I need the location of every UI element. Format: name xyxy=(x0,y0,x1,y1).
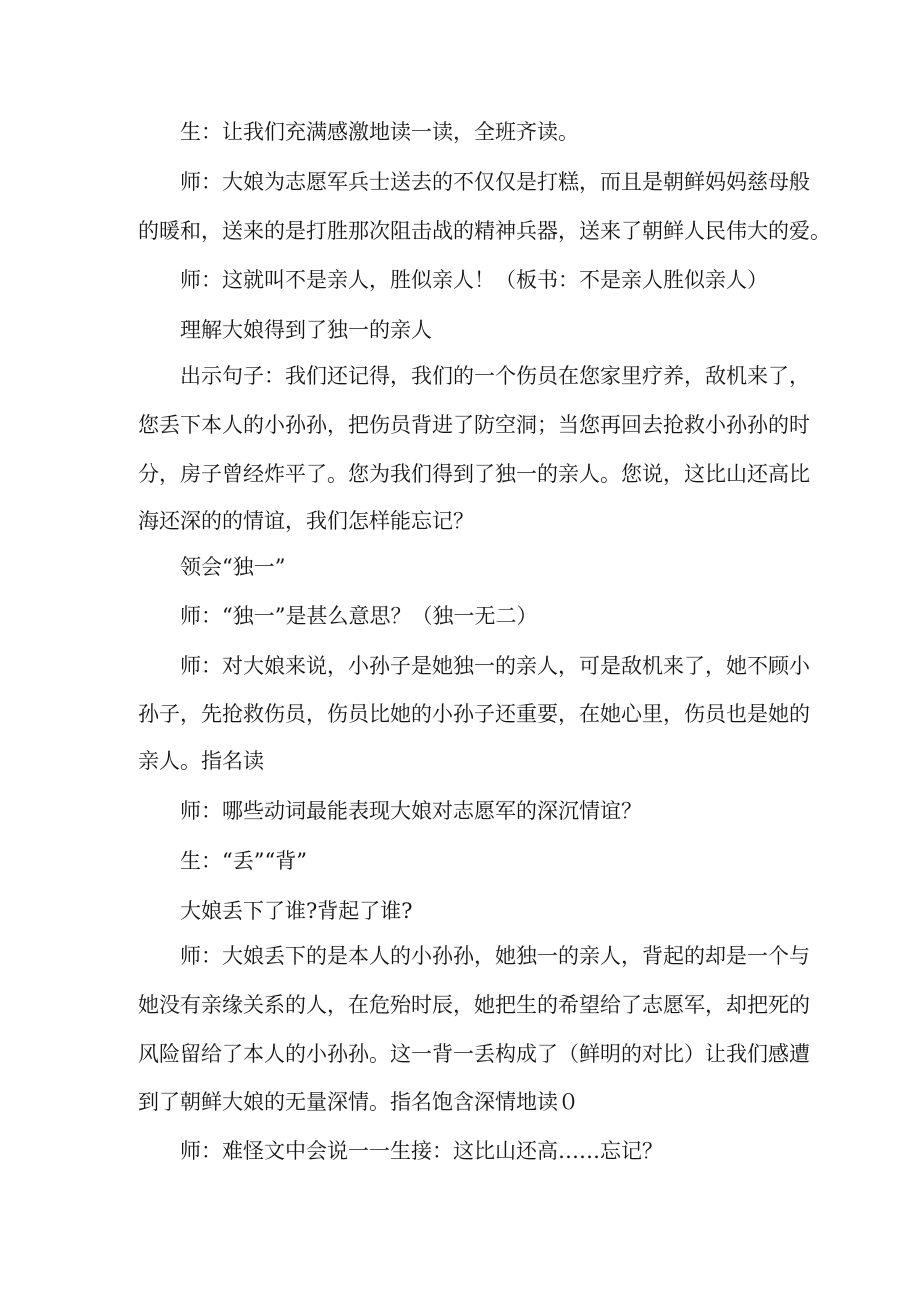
paragraph-line: 大娘丢下了谁?背起了谁? xyxy=(180,899,413,923)
paragraph-line: 生：“丢”“背” xyxy=(180,849,307,873)
section-heading: 领会“独一” xyxy=(180,555,286,579)
paragraph-line: 海还深的的情谊，我们怎样能忘记？ xyxy=(138,509,474,533)
paragraph-line: 到了朝鲜大娘的无量深情。指名饱含深情地读０ xyxy=(138,1090,579,1114)
paragraph-line: 师：这就叫不是亲人，胜似亲人！（板书：不是亲人胜似亲人） xyxy=(180,268,768,292)
paragraph-line: 师：大娘丢下的是本人的小孙孙，她独一的亲人，背起的却是一个与 xyxy=(180,944,810,968)
paragraph-line: 亲人。指名读 xyxy=(138,749,264,773)
paragraph-line: 出示句子：我们还记得，我们的一个伤员在您家里疗养，敌机来了， xyxy=(180,364,810,388)
paragraph-line: 孙子，先抢救伤员，伤员比她的小孙子还重要，在她心里，伤员也是她的 xyxy=(138,702,810,726)
paragraph-line: 师：“独一”是甚么意思？（独一无二） xyxy=(180,604,538,628)
paragraph-line: 师：难怪文中会说一一生接：这比山还高……忘记？ xyxy=(180,1139,663,1163)
paragraph-line: 生：让我们充满感激地读一读，全班齐读。 xyxy=(180,120,579,144)
paragraph-line: 师：大娘为志愿军兵士送去的不仅仅是打糕，而且是朝鲜妈妈慈母般 xyxy=(180,170,810,194)
paragraph-line: 分，房子曾经炸平了。您为我们得到了独一的亲人。您说，这比山还高比 xyxy=(138,462,810,486)
paragraph-line: 师：哪些动词最能表现大娘对志愿军的深沉情谊？ xyxy=(180,799,642,823)
paragraph-line: 风险留给了本人的小孙孙。这一背一丢构成了（鲜明的对比）让我们感遭 xyxy=(138,1042,810,1066)
paragraph-line: 她没有亲缘关系的人，在危殆时辰，她把生的希望给了志愿军，却把死的 xyxy=(138,993,810,1017)
section-heading: 理解大娘得到了独一的亲人 xyxy=(180,318,432,342)
paragraph-line: 的暖和，送来的是打胜那次阻击战的精神兵器，送来了朝鲜人民伟大的爱。 xyxy=(138,219,831,243)
paragraph-line: 您丢下本人的小孙孙，把伤员背进了防空洞；当您再回去抢救小孙孙的时 xyxy=(138,413,810,437)
paragraph-line: 师：对大娘来说，小孙子是她独一的亲人，可是敌机来了，她不顾小 xyxy=(180,654,810,678)
